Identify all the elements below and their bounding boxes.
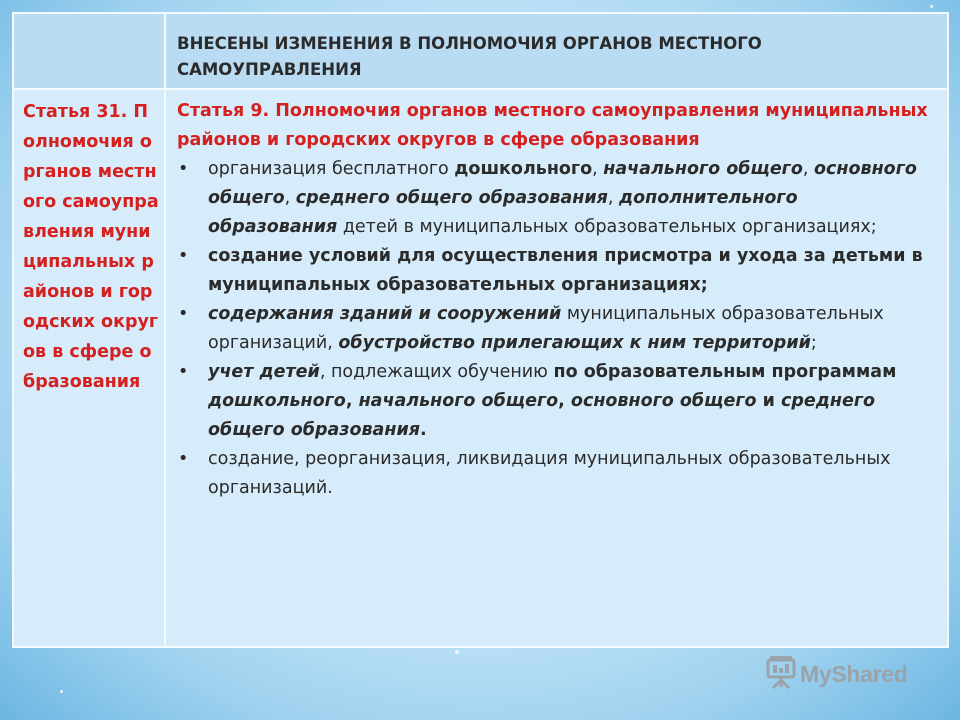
list-item-text: среднего общего образования	[295, 188, 608, 208]
left-cell	[13, 89, 165, 647]
list-item	[177, 155, 928, 242]
list-item-text: учет детей	[208, 362, 320, 382]
list-item-text: .	[419, 420, 427, 440]
list-item-text: ,	[802, 159, 814, 179]
bullet-icon: •	[178, 449, 189, 469]
bullet-icon: •	[178, 304, 189, 324]
powers-list	[177, 155, 928, 503]
list-item-text: начального общего	[358, 391, 559, 411]
presentation-board-icon	[766, 655, 796, 693]
list-item	[177, 242, 928, 300]
bullet-icon: •	[178, 159, 189, 179]
list-item-text: создание условий для осуществления присмотра и ухода за детьми в муниципальных образовательных организациях;	[208, 246, 923, 295]
header-empty-cell	[13, 13, 165, 89]
list-item-text: ,	[345, 391, 359, 411]
sparkle	[60, 690, 63, 693]
list-item	[177, 445, 928, 503]
list-item-text: организация бесплатного	[208, 159, 455, 179]
logo-text: MyShared	[800, 660, 908, 687]
list-item-text: ,	[592, 159, 604, 179]
list-item-text: дошкольного	[208, 391, 346, 411]
list-item-text: среднего общего образования	[208, 391, 875, 440]
bullet-icon: •	[178, 362, 189, 382]
list-item-text: ,	[607, 188, 619, 208]
list-item-text: ,	[558, 391, 571, 411]
list-item-text: создание, реорганизация, ликвидация муниципальных образовательных организаций.	[208, 449, 891, 498]
list-item-text: , подлежащих обучению	[319, 362, 554, 382]
left-article-title: Статья 31. Полномочия органов местного самоуправления муниципальных районов и городских округов в сфере образования	[23, 102, 159, 392]
right-cell	[165, 89, 948, 647]
body-row	[13, 89, 948, 647]
list-item	[177, 358, 928, 445]
list-item	[177, 300, 928, 358]
list-item-text: муниципальных образовательных организаций,	[208, 304, 884, 353]
header-row	[13, 13, 948, 89]
list-item-text: по образовательным программам	[553, 362, 897, 382]
list-item-text: и	[756, 391, 781, 411]
list-item-text: ,	[284, 188, 296, 208]
list-item-text: содержания зданий и сооружений	[208, 304, 562, 324]
list-item-text: основного общего	[570, 391, 757, 411]
list-item-text: дополнительного образования	[208, 188, 798, 237]
list-item-text: обустройство прилегающих к ним территорий	[338, 333, 811, 353]
header-title: ВНЕСЕНЫ ИЗМЕНЕНИЯ В ПОЛНОМОЧИЯ ОРГАНОВ МЕСТНОГО САМОУПРАВЛЕНИЯ	[177, 34, 762, 79]
list-item-text: начального общего	[603, 159, 803, 179]
list-item-text: основного общего	[208, 159, 917, 208]
list-item-text: детей в муниципальных образовательных организациях;	[337, 217, 877, 237]
mysharedlogo	[766, 655, 908, 693]
list-item-text: ;	[810, 333, 817, 353]
header-cell	[165, 13, 948, 89]
content-table	[12, 12, 949, 648]
right-article-title: Статья 9. Полномочия органов местного самоуправления муниципальных районов и городских округов в сфере образования	[177, 101, 928, 150]
list-item-text: дошкольного	[454, 159, 593, 179]
bullet-icon: •	[178, 246, 189, 266]
sparkle	[455, 650, 459, 654]
sparkle	[930, 5, 933, 8]
